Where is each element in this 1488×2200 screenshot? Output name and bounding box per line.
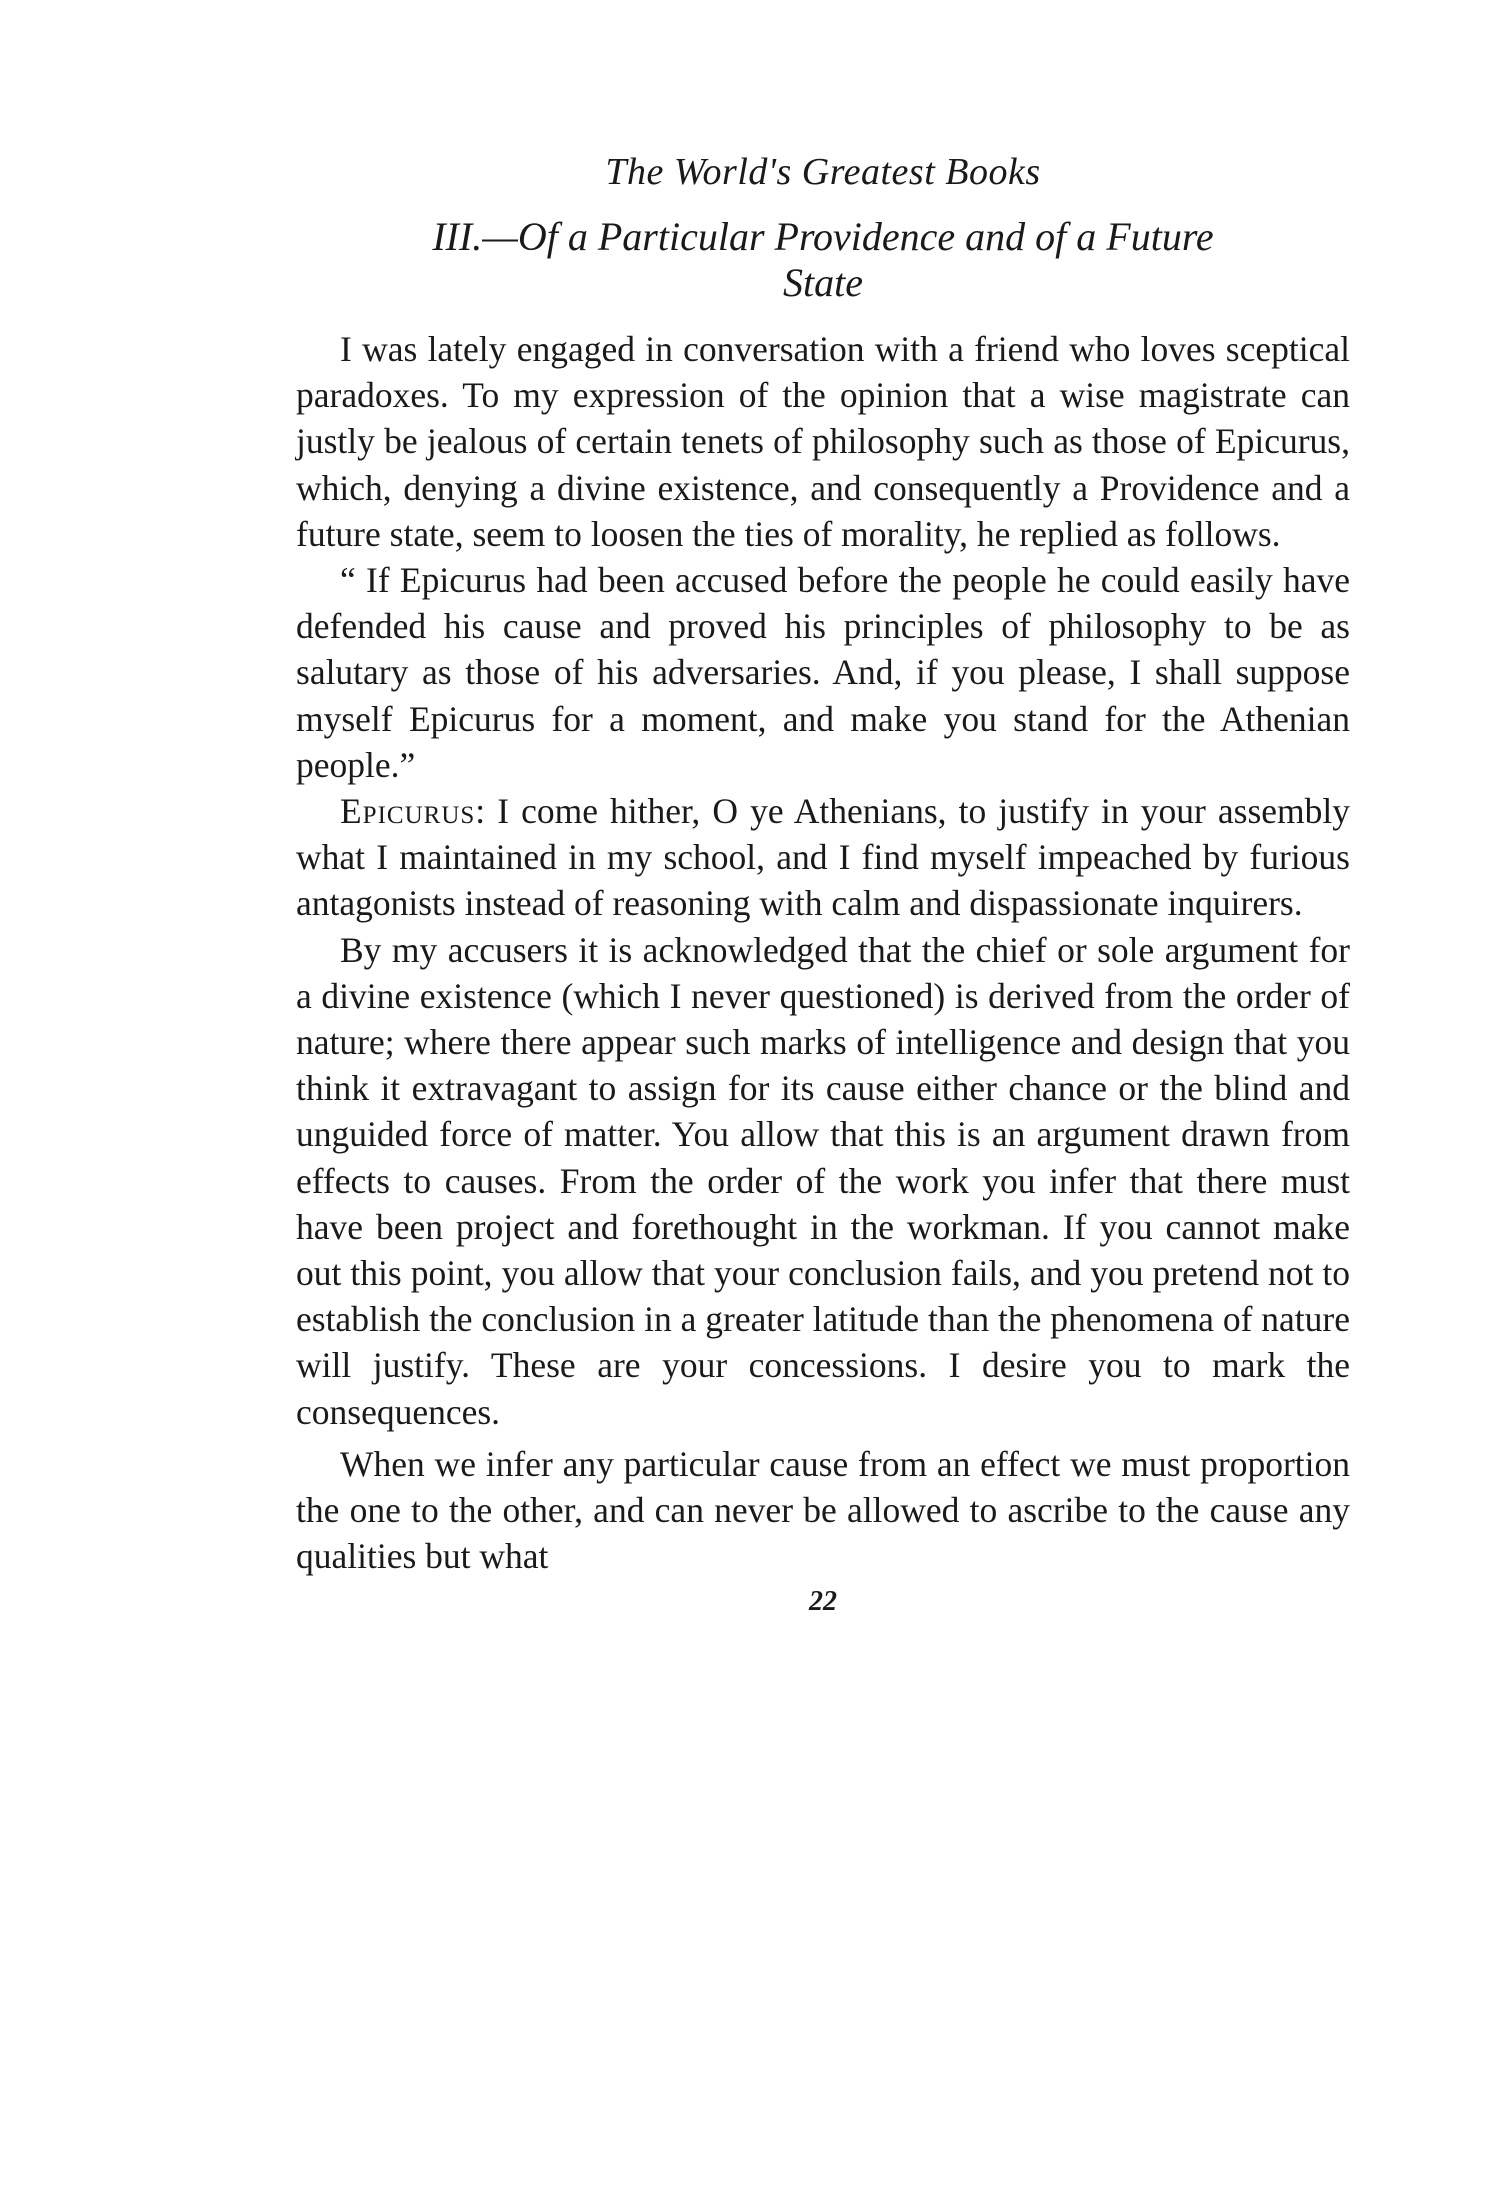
body-text — [296, 326, 1350, 1579]
paragraph-2: “ If Epicurus had been accused before the people he could easily have defended his cause and proved his principles of philosophy to be as salutary as those of his adversaries. And, if you please, I shall suppose myself Epicurus for a moment, and make you stand for the Athenian people.” — [296, 560, 1350, 785]
paragraph-1: I was lately engaged in conversation with a friend who loves sceptical paradoxes. To my expression of the opinion that a wise magistrate can justly be jealous of certain tenets of philosophy such as those of Epicurus, which, denying a divine existence, and consequently a Providence and a future state, seem to loosen the ties of morality, he replied as follows. — [296, 329, 1350, 554]
page-number: 22 — [809, 1586, 837, 1618]
paragraph-epicurus — [296, 788, 1350, 927]
paragraph-4: By my accusers it is acknowledged that the chief or sole argument for a divine existence (which I never questioned) is derived from the order of nature; where there appear such marks of intelligence and design that you think it extravagant to assign for its cause either chance or the blind and unguided force of matter. You allow that this is an argument drawn from effects to causes. From the order of the work you infer that there must have been project and forethought in the workman. If you cannot make out this point, you allow that your conclusion fails, and you pretend not to establish the conclusion in a greater latitude than the phenomena of nature will justify. These are your concessions. I desire you to mark the consequences. — [296, 929, 1350, 1432]
speaker-text: : I come hither, O ye Athenians, to justify in your assembly what I maintained in my school, and I find myself impeached by furious antagonists instead of reasoning with calm and dispassionate inquirers. — [296, 791, 1350, 924]
chapter-heading — [296, 214, 1350, 306]
chapter-heading-line-1: III.—Of a Particular Providence and of a Future — [432, 214, 1214, 259]
speaker-name: Epicurus — [340, 791, 476, 832]
book-page — [296, 150, 1350, 1619]
paragraph-5: When we infer any particular cause from an effect we must proportion the one to the other, and can never be allowed to ascribe to the cause any qualities but what — [296, 1443, 1350, 1577]
chapter-heading-line-2: State — [783, 260, 863, 305]
running-head: The World's Greatest Books — [605, 151, 1041, 193]
